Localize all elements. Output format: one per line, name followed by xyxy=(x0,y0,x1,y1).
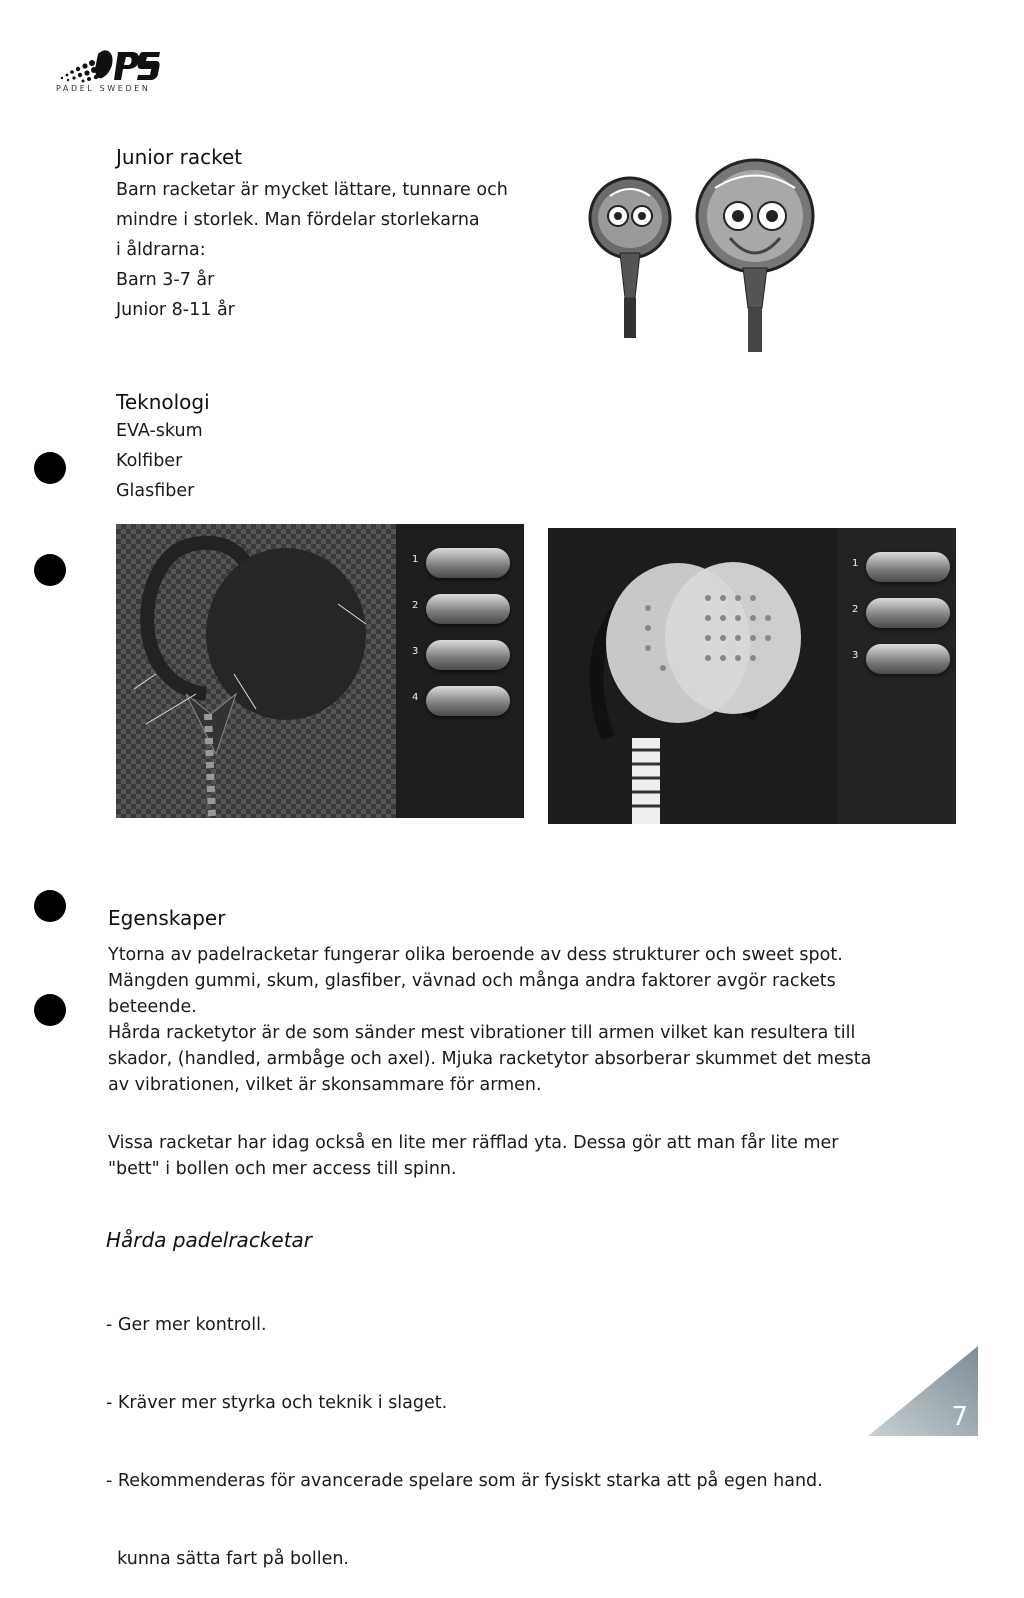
binder-hole xyxy=(34,554,66,586)
tech-right-num: 3 xyxy=(852,650,859,661)
teknologi-title: Teknologi xyxy=(116,390,210,414)
page-number: 7 xyxy=(951,1402,968,1432)
junior-racket-text xyxy=(116,175,508,325)
egenskaper-line: "bett" i bollen och mer access till spinn. xyxy=(108,1159,457,1179)
egenskaper-text-2 xyxy=(108,1130,908,1182)
tech-right-num: 2 xyxy=(852,604,859,615)
elastic-badge-icon xyxy=(866,644,950,674)
harda-list xyxy=(106,1260,906,1598)
racket-small-icon xyxy=(590,178,670,338)
logo-subtitle: PADEL SWEDEN xyxy=(56,84,151,93)
teknologi-list xyxy=(116,416,203,506)
teknologi-item: Kolfiber xyxy=(116,451,183,471)
junior-line: Barn racketar är mycket lättare, tunnare och xyxy=(116,180,508,200)
carbon-tube-badge-icon xyxy=(866,552,950,582)
harda-item: kunna sätta fart på bollen. xyxy=(106,1549,349,1569)
teknologi-item: EVA-skum xyxy=(116,421,203,441)
junior-line: Junior 8-11 år xyxy=(116,300,235,320)
padel-sweden-logo-icon xyxy=(56,44,166,84)
logo xyxy=(56,44,166,104)
black-eva-badge-icon xyxy=(426,686,510,716)
binder-hole xyxy=(34,890,66,922)
tech-right-num: 1 xyxy=(852,558,859,569)
binder-hole xyxy=(34,994,66,1026)
vertex-badge-icon xyxy=(426,640,510,670)
egenskaper-title: Egenskaper xyxy=(108,906,226,930)
racket-large-icon xyxy=(697,160,813,352)
junior-line: Barn 3-7 år xyxy=(116,270,215,290)
harda-title: Hårda padelracketar xyxy=(106,1228,313,1252)
egenskaper-line: Hårda racketytor är de som sänder mest vibrationer till armen vilket kan resultera till xyxy=(108,1023,856,1043)
tech-left-num: 3 xyxy=(412,646,419,657)
egenskaper-line: beteende. xyxy=(108,997,197,1017)
junior-racket-image xyxy=(580,158,830,358)
tech-left-num: 4 xyxy=(412,692,419,703)
tech-image-left xyxy=(116,524,524,818)
junior-line: i åldrarna: xyxy=(116,240,206,260)
harda-item: - Rekommenderas för avancerade spelare som är fysiskt starka att på egen hand. xyxy=(106,1471,823,1491)
harda-item: - Ger mer kontroll. xyxy=(106,1315,267,1335)
poly-glass-badge-icon xyxy=(866,598,950,628)
page-corner xyxy=(868,1346,978,1436)
carbon-badge-icon xyxy=(426,548,510,578)
tech-left-num: 1 xyxy=(412,554,419,565)
tech-image-right xyxy=(548,528,956,824)
harda-item: - Kräver mer styrka och teknik i slaget. xyxy=(106,1393,448,1413)
junior-line: mindre i storlek. Man fördelar storlekarna xyxy=(116,210,480,230)
egenskaper-text xyxy=(108,942,908,1098)
carbon-tube-badge-icon xyxy=(426,594,510,624)
egenskaper-line: av vibrationen, vilket är skonsammare för armen. xyxy=(108,1075,542,1095)
egenskaper-line: skador, (handled, armbåge och axel). Mjuka racketytor absorberar skummet det mesta xyxy=(108,1049,872,1069)
tech-left-num: 2 xyxy=(412,600,419,611)
teknologi-item: Glasfiber xyxy=(116,481,195,501)
egenskaper-line: Vissa racketar har idag också en lite mer räfflad yta. Dessa gör att man får lite mer xyxy=(108,1133,839,1153)
egenskaper-line: Ytorna av padelracketar fungerar olika beroende av dess strukturer och sweet spot. xyxy=(108,945,843,965)
egenskaper-line: Mängden gummi, skum, glasfiber, vävnad och många andra faktorer avgör rackets xyxy=(108,971,836,991)
binder-hole xyxy=(34,452,66,484)
junior-racket-title: Junior racket xyxy=(116,145,243,169)
